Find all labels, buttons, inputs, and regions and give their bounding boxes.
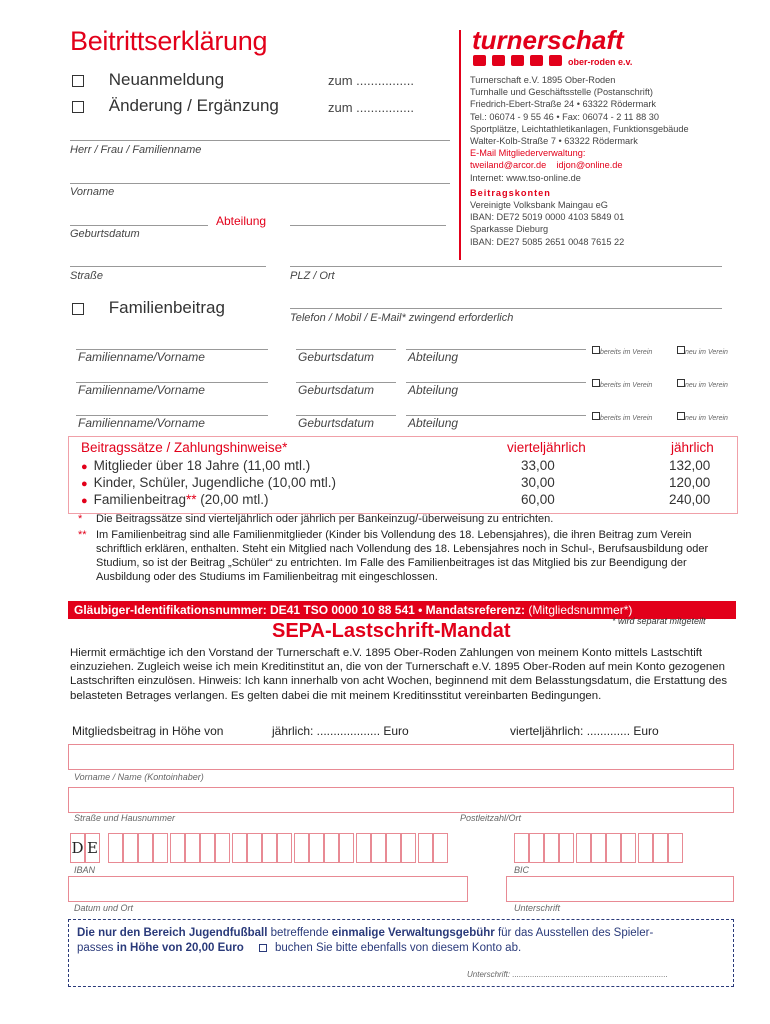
jugend-part: passes <box>77 942 117 954</box>
iban-digit-box[interactable] <box>138 833 153 863</box>
strasse-field[interactable] <box>68 787 734 813</box>
fee-notes <box>78 512 736 584</box>
option-neu[interactable] <box>677 341 728 359</box>
iban-digit-box[interactable] <box>277 833 292 863</box>
bic-char-box[interactable] <box>514 833 529 863</box>
club-line: Turnhalle und Geschäftsstelle (Postanschrift) <box>470 87 653 98</box>
geburtsdatum-label: Geburtsdatum <box>70 228 140 240</box>
option-bereits[interactable] <box>592 407 652 425</box>
datum-label: Datum und Ort <box>74 903 134 913</box>
glaeubiger-rest: (Mitgliedsnummer*) <box>525 603 633 617</box>
kontoinhaber-label: Vorname / Name (Kontoinhaber) <box>74 772 204 782</box>
form-title: Beitrittserklärung <box>70 26 268 56</box>
jugend-part: Die nur den Bereich Jugendfußball <box>77 927 268 939</box>
note-text: Im Familienbeitrag sind alle Familienmitglieder (Kinder bis Vollendung des 18. Lebensjahres), die ihren Beitrag zum Verein schriftlich erklären, enthalten. Steht ein Mitglied nach Vollendung des 18. Lebensjahres noch in Schul-, Berufsausbildung oder Studium, so ist der Beitrag „Schüler“ zu entrichten. Im Falle des Familienbeitrages ist das Mitglied bis zur Beendigung der Ausbildung oder des Studiums im Familienbeitrag mit eingeschlossen. <box>96 529 709 583</box>
name-label: Herr / Frau / Familienname <box>70 144 202 156</box>
fee-value-y: 120,00 <box>669 475 711 490</box>
iban-digit-box[interactable] <box>418 833 433 863</box>
iban-digit-box[interactable] <box>324 833 339 863</box>
option-label: Familienbeitrag <box>108 298 225 317</box>
konten-title: Beitragskonten <box>470 187 551 198</box>
abteilung-label: Abteilung <box>216 214 267 228</box>
jugend-signature[interactable]: Unterschrift: ...................................................................... <box>467 970 668 979</box>
jugend-box <box>68 919 734 987</box>
bic-char-box[interactable] <box>576 833 591 863</box>
option-label: bereits im Verein <box>600 382 653 389</box>
bic-char-box[interactable] <box>591 833 606 863</box>
svg-text:ober-roden e.v.: ober-roden e.v. <box>568 57 633 67</box>
bic-char-box[interactable] <box>638 833 653 863</box>
option-label: neu im Verein <box>685 349 728 356</box>
iban-digit-box[interactable] <box>339 833 354 863</box>
konto-line: Vereinigte Volksbank Maingau eG <box>470 200 608 211</box>
iban-digit-box[interactable] <box>247 833 262 863</box>
club-line: Walter-Kolb-Straße 7 • 63322 Rödermark <box>470 136 638 147</box>
option-familienbeitrag[interactable] <box>72 298 225 318</box>
fee-value-y: 240,00 <box>669 492 711 507</box>
kontoinhaber-field[interactable] <box>68 744 734 770</box>
sepa-note: * wird separat mitgeteilt <box>612 616 706 626</box>
iban-digit-box[interactable] <box>232 833 247 863</box>
email-label: E-Mail Mitgliederverwaltung: <box>470 148 586 159</box>
family-name-label: Familienname/Vorname <box>78 383 205 397</box>
iban-digit-box[interactable] <box>356 833 371 863</box>
bic-char-box[interactable] <box>653 833 668 863</box>
option-neu[interactable] <box>677 374 728 392</box>
fee-col-yearly: jährlich <box>671 440 714 455</box>
family-abt-label: Abteilung <box>408 383 459 397</box>
family-geb-label: Geburtsdatum <box>298 383 375 397</box>
sepa-title: SEPA-Lastschrift-Mandat <box>272 620 511 642</box>
jugend-part: einmalige Verwaltungsgebühr <box>331 927 495 939</box>
note-mark: * <box>78 513 83 525</box>
fee-value-y: 132,00 <box>669 458 711 473</box>
telefon-label: Telefon / Mobil / E-Mail* zwingend erforderlich <box>290 312 514 324</box>
club-info <box>470 74 689 248</box>
bic-char-box[interactable] <box>621 833 636 863</box>
note-mark: ** <box>78 529 87 541</box>
jugend-checkbox[interactable] <box>259 944 267 952</box>
checkbox[interactable] <box>677 346 685 354</box>
zum-field[interactable]: zum ................ <box>328 100 414 115</box>
checkbox[interactable] <box>592 346 600 354</box>
option-label: Änderung / Ergänzung <box>108 96 279 115</box>
iban-digit-box[interactable] <box>108 833 123 863</box>
option-label: neu im Verein <box>685 415 728 422</box>
family-name-label: Familienname/Vorname <box>78 350 205 364</box>
bic-label: BIC <box>514 865 530 875</box>
option-aenderung[interactable] <box>72 96 279 116</box>
iban-digit-box[interactable] <box>200 833 215 863</box>
note <box>78 528 736 584</box>
internet-link[interactable]: Internet: www.tso-online.de <box>470 172 581 183</box>
vorname-line[interactable] <box>70 183 450 184</box>
family-geb-label: Geburtsdatum <box>298 350 375 364</box>
mandate-text: Hiermit ermächtige ich den Vorstand der Turnerschaft e.V. 1895 Ober-Roden Zahlungen von meinem Konto mittels Lastschtift einzuziehen. Zugleich weise ich mein Kreditinstitut an, die von der Turnerschaft e.V. 1895 Ober-Roden auf mein Konto gezogenen Lastschriften einzulösen. Hinweis: Ich kann innerhalb von acht Wochen, beginnend mit dem Belasstungsdatum, die Erstattung des belasteten Betrages verlangen. Es gelten dabei die mit meinem Kreditinsstitut vereinbarten Bedingungen. <box>70 647 728 702</box>
glaeubiger-text: Gläubiger-Identifikationsnummer: DE41 TSO 0000 10 88 541 • Mandatsreferenz: <box>74 603 526 617</box>
fee-value-q: 33,00 <box>521 458 555 473</box>
svg-text:turnerschaft: turnerschaft <box>472 25 624 55</box>
unterschrift-label: Unterschrift <box>514 903 561 913</box>
beitrag-jaehrlich[interactable]: jährlich: ................... Euro <box>272 724 409 738</box>
bic-char-box[interactable] <box>606 833 621 863</box>
fee-table <box>68 436 738 514</box>
jugend-part: buchen Sie bitte ebenfalls von diesem Konto ab. <box>275 942 522 954</box>
jugend-part: für das Ausstellen des Spieler- <box>494 927 654 939</box>
fee-label: Kinder, Schüler, Jugendliche (10,00 mtl.) <box>93 475 337 490</box>
option-label: Neuanmeldung <box>108 70 225 89</box>
iban-digit-box[interactable] <box>386 833 401 863</box>
fee-value-q: 60,00 <box>521 492 555 507</box>
option-neu[interactable] <box>677 407 728 425</box>
checkbox[interactable] <box>72 75 84 87</box>
email-links[interactable]: tweiland@arcor.de idjon@online.de <box>470 160 623 171</box>
checkbox[interactable] <box>677 412 685 420</box>
club-line: Sportplätze, Leichtathletikanlagen, Funktionsgebäude <box>470 123 689 134</box>
abteilung-line[interactable] <box>290 225 446 226</box>
plz-line[interactable] <box>290 266 722 267</box>
beitrag-viertel[interactable]: vierteljährlich: ............. Euro <box>510 724 659 738</box>
plz-sepa-label: Postleitzahl/Ort <box>460 813 522 823</box>
bic-char-box[interactable] <box>668 833 683 863</box>
checkbox[interactable] <box>677 379 685 387</box>
iban-digit-box[interactable] <box>170 833 185 863</box>
fee-value-q: 30,00 <box>521 475 555 490</box>
iban-digit-box[interactable] <box>433 833 448 863</box>
iban-digit-box[interactable] <box>215 833 230 863</box>
club-line: Friedrich-Ebert-Straße 24 • 63322 Rödermark <box>470 99 657 110</box>
fee-label: Familienbeitrag <box>93 492 186 507</box>
club-line: Turnerschaft e.V. 1895 Ober-Roden <box>470 75 616 85</box>
unterschrift-field[interactable] <box>506 876 734 902</box>
iban-digit-box[interactable] <box>123 833 138 863</box>
family-geb-label: Geburtsdatum <box>298 416 375 430</box>
konto-line: Sparkasse Dieburg <box>470 224 549 235</box>
checkbox[interactable] <box>592 412 600 420</box>
iban-digit-box[interactable] <box>371 833 386 863</box>
checkbox[interactable] <box>72 101 84 113</box>
konto-line: IBAN: DE27 5085 2651 0048 7615 22 <box>470 236 625 247</box>
jugend-text <box>77 926 727 956</box>
bic-char-box[interactable] <box>544 833 559 863</box>
option-neuanmeldung[interactable] <box>72 70 224 90</box>
iban-digit-box[interactable] <box>262 833 277 863</box>
divider-line <box>459 30 461 260</box>
checkbox[interactable] <box>592 379 600 387</box>
option-bereits[interactable] <box>592 374 652 392</box>
strasse-label: Straße <box>70 270 104 282</box>
family-abt-label: Abteilung <box>408 350 459 364</box>
fee-mark: ** <box>185 492 197 507</box>
family-abt-label: Abteilung <box>408 416 459 430</box>
fee-label-rest: (20,00 mtl.) <box>196 492 269 507</box>
strasse-line[interactable] <box>70 266 266 267</box>
note-text: Die Beitragssätze sind vierteljährlich oder jährlich per Bankeinzug/-überweisung zu entrichten. <box>96 513 554 525</box>
option-label: bereits im Verein <box>600 415 653 422</box>
iban-digit-box[interactable]: D <box>70 833 85 863</box>
iban-digit-box[interactable] <box>401 833 416 863</box>
fee-row: ● Mitglieder über 18 Jahre (11,00 mtl.) <box>81 458 311 473</box>
jugend-part: in Höhe von 20,00 Euro <box>116 942 244 954</box>
iban-label: IBAN <box>74 865 96 875</box>
jugend-part: betreffende <box>267 927 332 939</box>
option-bereits[interactable] <box>592 341 652 359</box>
note <box>78 512 736 526</box>
plz-label: PLZ / Ort <box>290 270 335 282</box>
option-label: bereits im Verein <box>600 349 653 356</box>
datum-field[interactable] <box>68 876 468 902</box>
konto-line: IBAN: DE72 5019 0000 4103 5849 01 <box>470 212 625 223</box>
iban-digit-box[interactable] <box>153 833 168 863</box>
strasse-sepa-label: Straße und Hausnummer <box>74 813 176 823</box>
fee-label: Mitglieder über 18 Jahre (11,00 mtl.) <box>93 458 311 473</box>
family-name-label: Familienname/Vorname <box>78 416 205 430</box>
option-label: neu im Verein <box>685 382 728 389</box>
vorname-label: Vorname <box>70 186 115 198</box>
turnerschaft-logo <box>470 24 646 74</box>
geburtsdatum-line[interactable] <box>70 225 208 226</box>
fee-header: Beitragssätze / Zahlungshinweise* <box>81 440 288 455</box>
bic-char-box[interactable] <box>559 833 574 863</box>
club-line: Tel.: 06074 - 9 55 46 • Fax: 06074 - 2 11 88 30 <box>470 111 659 122</box>
iban-digit-box[interactable] <box>294 833 309 863</box>
fee-row: ● Kinder, Schüler, Jugendliche (10,00 mtl.) <box>81 475 337 490</box>
fee-col-quarterly: vierteljährlich <box>507 440 586 455</box>
telefon-line[interactable] <box>290 308 722 309</box>
iban-digit-box[interactable] <box>309 833 324 863</box>
name-line[interactable] <box>70 140 450 141</box>
iban-digit-box[interactable]: E <box>85 833 100 863</box>
fee-row: ● Familienbeitrag** (20,00 mtl.) <box>81 492 269 507</box>
zum-field[interactable]: zum ................ <box>328 73 414 88</box>
bic-char-box[interactable] <box>529 833 544 863</box>
iban-digit-box[interactable] <box>185 833 200 863</box>
checkbox[interactable] <box>72 303 84 315</box>
beitrag-label: Mitgliedsbeitrag in Höhe von <box>72 724 224 738</box>
